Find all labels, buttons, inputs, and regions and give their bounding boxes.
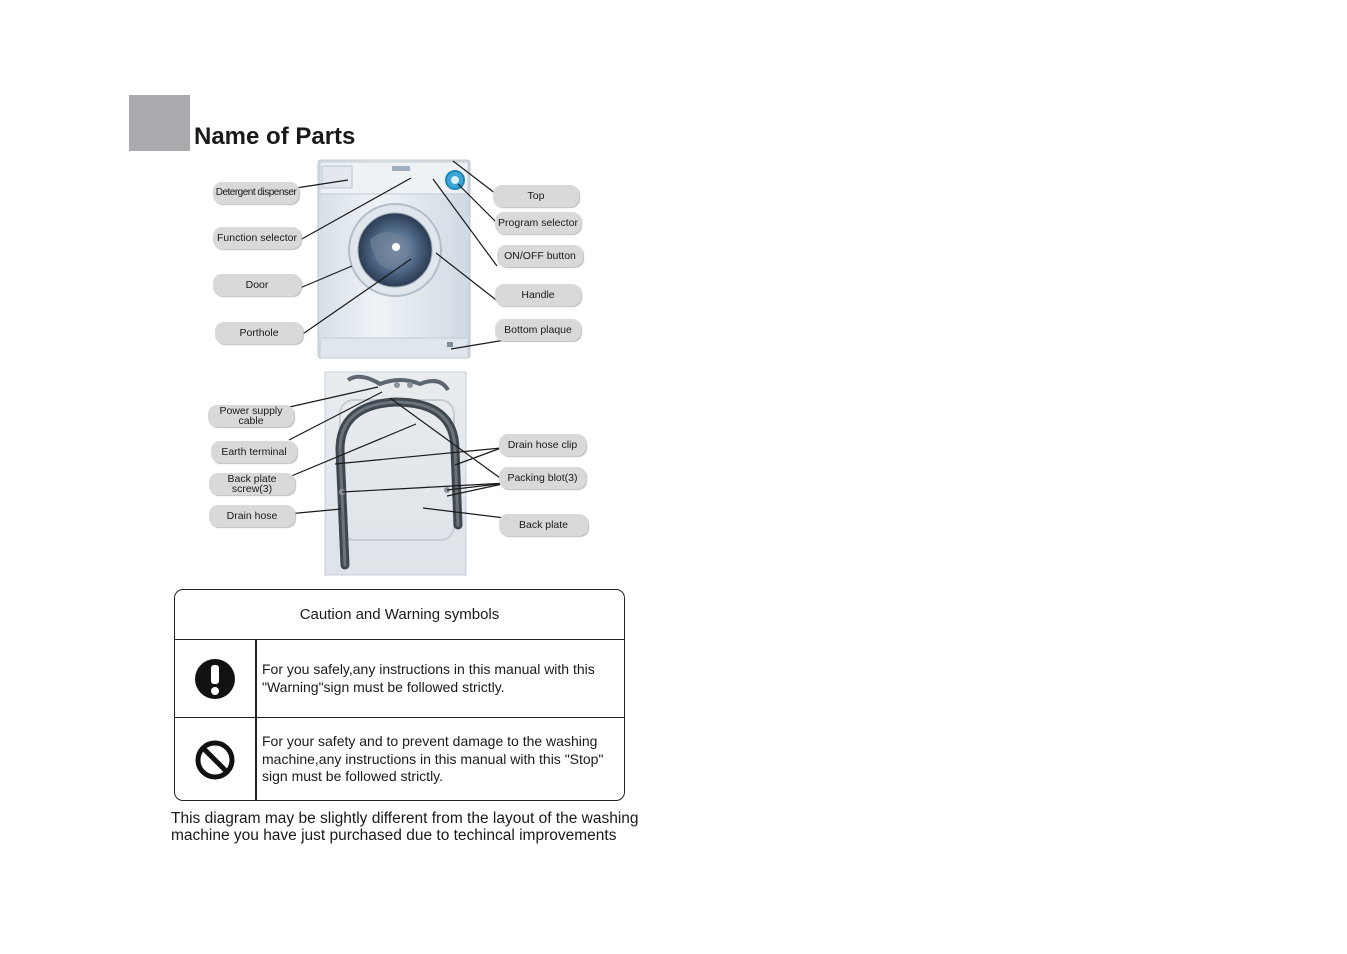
- exclamation-icon: [175, 640, 257, 717]
- label-door: Door: [213, 274, 301, 296]
- stop-instruction-text: For your safety and to prevent damage to the washing machine,any instructions in this manual with this "Stop" sign must be followed strictly.: [262, 733, 604, 785]
- label-function-selector: Function selector: [213, 227, 301, 249]
- caution-row-warning: [175, 640, 624, 718]
- label-on-off-button: ON/OFF button: [497, 245, 583, 267]
- label-power-supply-cable: Power supply cable: [208, 405, 294, 427]
- label-detergent-dispenser: Detergent dispenser: [213, 182, 299, 204]
- label-top: Top: [493, 185, 579, 207]
- caution-table: [174, 589, 625, 801]
- page-title: Name of Parts: [194, 123, 356, 150]
- label-drain-hose: Drain hose: [209, 505, 295, 527]
- label-bottom-plaque: Bottom plaque: [495, 319, 581, 341]
- caution-row-stop: [175, 718, 624, 801]
- front-view-machine: [318, 160, 470, 358]
- caution-heading: Caution and Warning symbols: [175, 590, 624, 640]
- label-back-plate: Back plate: [499, 514, 588, 536]
- label-program-selector: Program selector: [495, 212, 581, 234]
- label-porthole: Porthole: [215, 322, 303, 344]
- label-handle: Handle: [495, 284, 581, 306]
- footnote: This diagram may be slightly different from the layout of the washing machine you have just purchased due to techincal improvements: [171, 810, 639, 844]
- warning-instruction-text: For you safely,any instructions in this manual with this "Warning"sign must be followed strictly.: [262, 661, 595, 695]
- no-entry-icon: [175, 718, 257, 801]
- label-earth-terminal: Earth terminal: [211, 441, 297, 463]
- label-back-plate-screw: Back plate screw(3): [209, 473, 295, 495]
- label-packing-blot: Packing blot(3): [499, 467, 586, 489]
- label-drain-hose-clip: Drain hose clip: [499, 434, 586, 456]
